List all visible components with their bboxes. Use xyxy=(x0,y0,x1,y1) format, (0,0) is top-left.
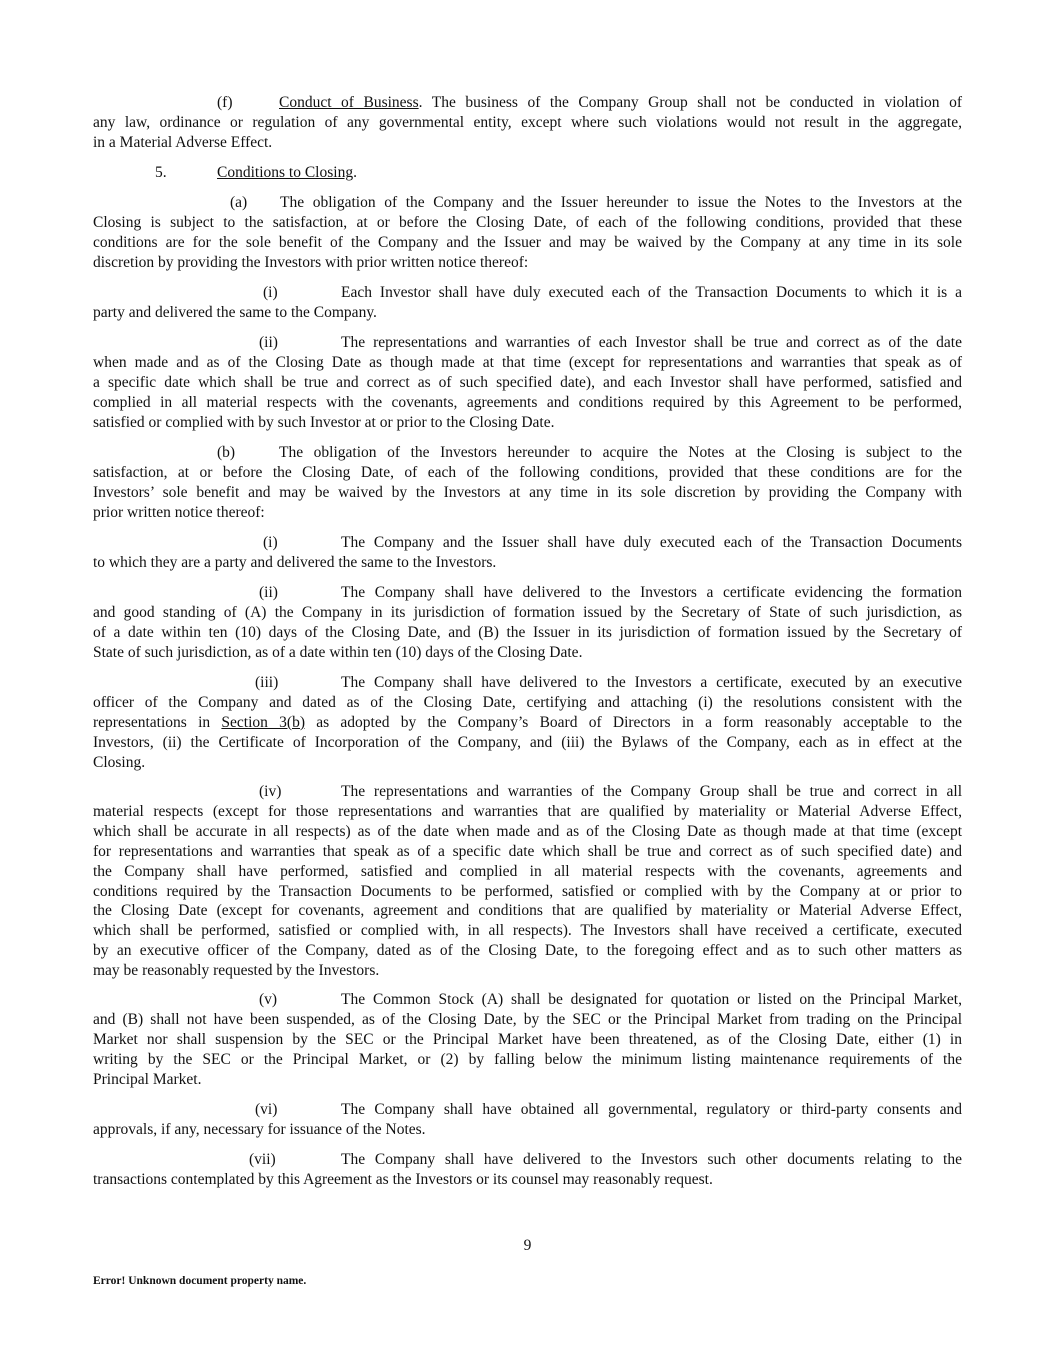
paragraph-line: which shall be performed, satisfied or complied with, in all respects). The Investors shall have received a certificate, executed xyxy=(93,922,962,940)
section-4f-paragraph xyxy=(93,93,962,153)
paragraph-line: officer of the Company and dated as of the Closing Date, certifying and attaching (i) the resolutions consistent with the xyxy=(93,693,962,711)
paragraph-first-line: (i) Each Investor shall have duly executed each of the Transaction Documents to which it is a xyxy=(263,284,962,301)
paragraph-line: a specific date which shall be true and correct as of such specified date), and each Investor shall have performed, satisfied and xyxy=(93,373,962,391)
item-label: (a) xyxy=(230,194,248,211)
section-5b-vi-paragraph xyxy=(93,1100,962,1140)
paragraph-line: conditions are for the sole benefit of the Company and the Issuer and may be waived by the Company at any time in its sole xyxy=(93,233,962,251)
section-reference: Section 3(b) xyxy=(221,713,305,731)
paragraph-line: the Closing Date (except for covenants, agreement and conditions that are qualified by materiality or Material Adverse Effect, xyxy=(93,902,962,920)
section-5a-paragraph xyxy=(93,193,962,273)
paragraph-line: Investors’ sole benefit and may be waived by the Investors at any time in its sole discretion by providing the Company with xyxy=(93,483,962,501)
section-5a-ii-paragraph xyxy=(93,333,962,433)
paragraph-line: and (B) shall not have been suspended, as of the Closing Date, by the SEC or the Principal Market from trading on the Principal xyxy=(93,1010,962,1028)
page-number: 9 xyxy=(523,1237,532,1254)
paragraph-first-line: (b) The obligation of the Investors hereunder to acquire the Notes at the Closing is subject to the xyxy=(217,444,962,461)
section-5b-paragraph xyxy=(93,443,962,523)
item-label: (f) xyxy=(217,94,233,111)
section-number: 5. xyxy=(155,164,167,181)
paragraph-line: when made and as of the Closing Date as though made at that time (except for representations and warranties that speak as of xyxy=(93,353,962,371)
paragraph-line: Closing. xyxy=(93,753,146,771)
section-5b-i-paragraph xyxy=(93,533,962,573)
item-label: (iv) xyxy=(259,783,282,800)
paragraph-line: party and delivered the same to the Company. xyxy=(93,303,377,321)
paragraph-line: satisfaction, at or before the Closing Date, of each of the following conditions, provided that these conditions are for the xyxy=(93,463,962,481)
paragraph-line: Principal Market. xyxy=(93,1070,202,1088)
item-label: (ii) xyxy=(259,584,278,601)
paragraph-line: by an executive officer of the Company, dated as of the Closing Date, to the foregoing effect and as to such other matters as xyxy=(93,942,962,960)
paragraph-first-line: (ii) The Company shall have delivered to the Investors a certificate evidencing the formation xyxy=(259,584,962,601)
paragraph-line: prior written notice thereof: xyxy=(93,503,265,521)
item-label: (iii) xyxy=(255,674,279,691)
paragraph-line: to which they are a party and delivered the same to the Investors. xyxy=(93,553,497,571)
paragraph-line: complied in all material respects with the covenants, agreements and conditions required by this Agreement to be performed, xyxy=(93,393,962,411)
paragraph-line: Closing is subject to the satisfaction, at or before the Closing Date, of each of the following conditions, provided that these xyxy=(93,213,962,231)
section-5b-vii-paragraph xyxy=(93,1150,962,1190)
item-label: (vii) xyxy=(249,1151,276,1168)
paragraph-first-line: (iv) The representations and warranties of the Company Group shall be true and correct in all xyxy=(259,783,962,800)
paragraph-line: Investors, (ii) the Certificate of Incorporation of the Company, and (iii) the Bylaws of the Company, each as in effect at the xyxy=(93,733,962,751)
paragraph-line: material respects (except for those representations and warranties that are qualified by materiality or Material Adverse Effect, xyxy=(93,802,962,820)
item-label: (b) xyxy=(217,444,236,461)
paragraph-line: any law, ordinance or regulation of any governmental entity, except where such violations would not result in the aggregate, xyxy=(93,113,962,131)
paragraph-line: and good standing of (A) the Company in its jurisdiction of formation issued by the Secretary of State of such jurisdiction, as xyxy=(93,603,962,621)
section-heading: Conditions to Closing xyxy=(217,164,354,181)
paragraph-line: discretion by providing the Investors with prior written notice thereof: xyxy=(93,253,529,271)
paragraph-line: State of such jurisdiction, as of a date within ten (10) days of the Closing Date. xyxy=(93,643,583,661)
item-label: (vi) xyxy=(255,1101,278,1118)
section-5b-iv-paragraph xyxy=(93,782,962,981)
paragraph-first-line: (v) The Common Stock (A) shall be designated for quotation or listed on the Principal Market, xyxy=(259,991,962,1008)
section-5b-v-paragraph xyxy=(93,990,962,1090)
paragraph-first-line: (ii) The representations and warranties of each Investor shall be true and correct as of the date xyxy=(259,334,962,351)
item-label: (i) xyxy=(263,534,278,551)
paragraph-line: writing by the SEC or the Principal Market, or (2) by falling below the minimum listing maintenance requirements of the xyxy=(93,1050,962,1068)
paragraph-line: which shall be accurate in all respects) as of the date when made and as of the Closing Date as though made at that time (except xyxy=(93,822,962,840)
paragraph-first-line: (vi) The Company shall have obtained all governmental, regulatory or third-party consents and xyxy=(255,1101,962,1118)
paragraph-line: approvals, if any, necessary for issuance of the Notes. xyxy=(93,1120,426,1138)
item-label: (i) xyxy=(263,284,278,301)
paragraph-line: of a date within ten (10) days of the Closing Date, and (B) the Issuer in its jurisdiction of formation issued by the Secretary of xyxy=(93,623,962,641)
paragraph-line: may be reasonably requested by the Investors. xyxy=(93,962,380,980)
paragraph-first-line: (vii) The Company shall have delivered to the Investors such other documents relating to the xyxy=(249,1151,962,1168)
paragraph-first-line: (a) The obligation of the Company and the Issuer hereunder to issue the Notes to the Investors at the xyxy=(230,194,962,211)
paragraph-line: Market nor shall suspension by the SEC or the Principal Market have been threatened, as of the Closing Date, either (1) in xyxy=(93,1030,962,1048)
item-label: (ii) xyxy=(259,334,278,351)
footer-text: Error! Unknown document property name. xyxy=(93,1275,307,1287)
section-5a-i-paragraph xyxy=(93,283,962,323)
item-label: (v) xyxy=(259,991,278,1008)
paragraph-line: in a Material Adverse Effect. xyxy=(93,133,273,151)
paragraph-line: conditions required by the Transaction Documents to be performed, satisfied or complied with by the Company at or prior to xyxy=(93,882,962,900)
paragraph-first-line: (iii) The Company shall have delivered to the Investors a certificate, executed by an executive xyxy=(255,674,962,691)
paragraph-line: representations in Section 3(b) as adopted by the Company’s Board of Directors in a form reasonably acceptable to the xyxy=(93,713,962,731)
paragraph-line: for representations and warranties that speak as of a specific date which shall be true and correct as of such specified date) and xyxy=(93,842,962,860)
paragraph-first-line: (f) Conduct of Business. The business of the Company Group shall not be conducted in violation of xyxy=(217,94,962,111)
section-5-heading: 5. Conditions to Closing. xyxy=(155,164,357,181)
section-5b-iii-paragraph xyxy=(93,673,962,773)
paragraph-line: transactions contemplated by this Agreement as the Investors or its counsel may reasonably request. xyxy=(93,1170,713,1188)
section-5b-ii-paragraph xyxy=(93,583,962,663)
paragraph-line: the Company shall have performed, satisfied and complied in all material respects with the covenants, agreements and xyxy=(93,862,962,880)
section-heading: Conduct of Business xyxy=(279,94,419,111)
paragraph-first-line: (i) The Company and the Issuer shall have duly executed each of the Transaction Documents xyxy=(263,534,962,551)
paragraph-line: satisfied or complied with by such Investor at or prior to the Closing Date. xyxy=(93,413,555,431)
